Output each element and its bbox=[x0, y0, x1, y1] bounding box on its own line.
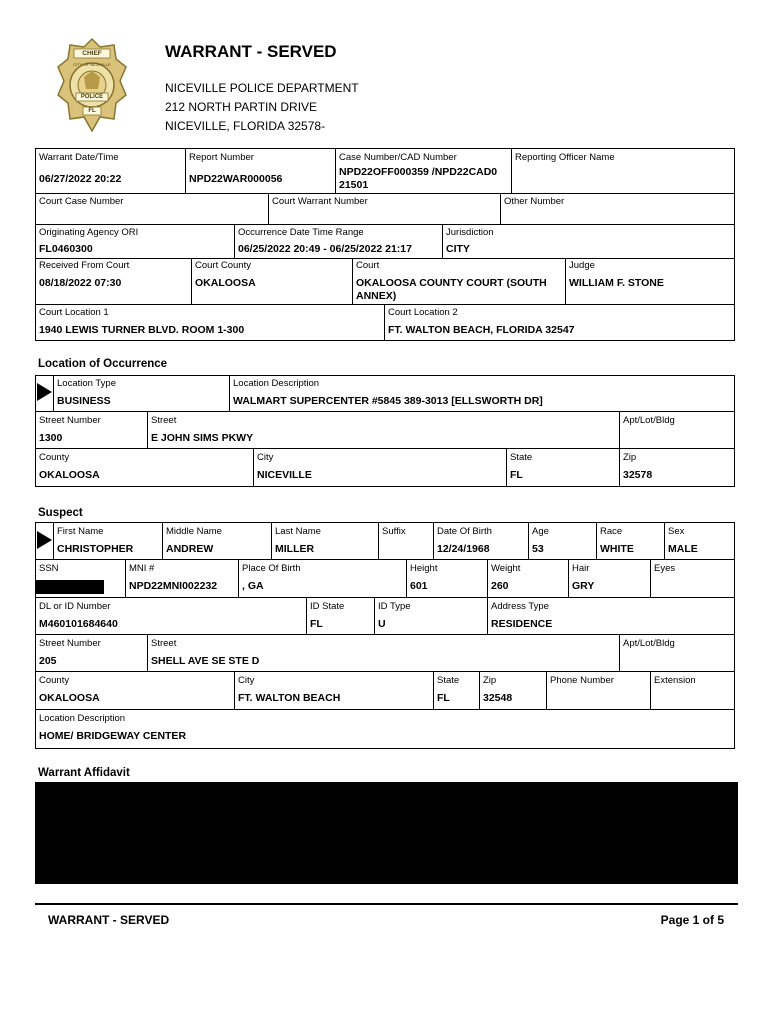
mni-value: NPD22MNI002232 bbox=[129, 580, 218, 592]
suffix-label: Suffix bbox=[382, 526, 406, 537]
divider bbox=[479, 671, 480, 709]
mni-label: MNI # bbox=[129, 563, 155, 574]
sus-street-number-label: Street Number bbox=[39, 638, 101, 649]
divider bbox=[506, 448, 507, 487]
case-number-value: NPD22OFF000359 /NPD22CAD0 21501 bbox=[339, 166, 498, 191]
race-value: WHITE bbox=[600, 543, 634, 555]
divider bbox=[53, 375, 54, 411]
dob-value: 12/24/1968 bbox=[437, 543, 490, 555]
divider bbox=[35, 411, 735, 412]
judge-label: Judge bbox=[569, 260, 595, 271]
divider bbox=[35, 193, 735, 194]
divider bbox=[352, 258, 353, 304]
divider bbox=[253, 448, 254, 487]
other-number-label: Other Number bbox=[504, 196, 565, 207]
last-name-value: MILLER bbox=[275, 543, 315, 555]
ssn-redaction bbox=[36, 580, 104, 594]
middle-name-value: ANDREW bbox=[166, 543, 214, 555]
court-location2-value: FT. WALTON BEACH, FLORIDA 32547 bbox=[388, 324, 575, 336]
sus-street-value: SHELL AVE SE STE D bbox=[151, 655, 260, 667]
sus-zip-value: 32548 bbox=[483, 692, 513, 704]
ssn-label: SSN bbox=[39, 563, 59, 574]
court-value: OKALOOSA COUNTY COURT (SOUTH ANNEX) bbox=[356, 277, 547, 302]
department-name: NICEVILLE POLICE DEPARTMENT bbox=[165, 81, 359, 95]
court-warrant-number-label: Court Warrant Number bbox=[272, 196, 368, 207]
footer-title: WARRANT - SERVED bbox=[48, 913, 170, 927]
divider bbox=[238, 559, 239, 597]
occ-street-number-value: 1300 bbox=[39, 432, 63, 444]
divider bbox=[268, 193, 269, 224]
sus-county-label: County bbox=[39, 675, 70, 686]
divider bbox=[191, 258, 192, 304]
police-badge-logo bbox=[56, 37, 128, 135]
badge-top-text: CHIEF bbox=[82, 50, 102, 57]
divider bbox=[35, 559, 735, 560]
dl-label: DL or ID Number bbox=[39, 601, 111, 612]
affidavit-redaction bbox=[35, 782, 738, 884]
occ-county-label: County bbox=[39, 452, 70, 463]
divider bbox=[374, 597, 375, 634]
occ-city-value: NICEVILLE bbox=[257, 469, 312, 481]
sus-state-label: State bbox=[437, 675, 460, 686]
received-from-court-value: 08/18/2022 07:30 bbox=[39, 277, 122, 289]
extension-label: Extension bbox=[654, 675, 696, 686]
divider bbox=[511, 148, 512, 193]
divider bbox=[229, 375, 230, 411]
occ-zip-value: 32578 bbox=[623, 469, 653, 481]
sus-state-value: FL bbox=[437, 692, 450, 704]
weight-label: Weight bbox=[491, 563, 521, 574]
divider bbox=[546, 671, 547, 709]
divider bbox=[384, 304, 385, 341]
divider bbox=[53, 522, 54, 559]
pob-label: Place Of Birth bbox=[242, 563, 301, 574]
divider bbox=[35, 224, 735, 225]
badge-bottom-text: FL bbox=[88, 108, 96, 114]
sex-value: MALE bbox=[668, 543, 698, 555]
document-title: WARRANT - SERVED bbox=[165, 42, 337, 61]
jurisdiction-label: Jurisdiction bbox=[446, 227, 494, 238]
location-type-label: Location Type bbox=[57, 378, 116, 389]
case-number-label: Case Number/CAD Number bbox=[339, 152, 457, 163]
reporting-officer-label: Reporting Officer Name bbox=[515, 152, 615, 163]
divider bbox=[650, 671, 651, 709]
sus-zip-label: Zip bbox=[483, 675, 497, 686]
age-label: Age bbox=[532, 526, 549, 537]
divider bbox=[162, 522, 163, 559]
location-description-label: Location Description bbox=[233, 378, 320, 389]
divider bbox=[619, 448, 620, 487]
sus-county-value: OKALOOSA bbox=[39, 692, 100, 704]
sus-street-label: Street bbox=[151, 638, 177, 649]
race-label: Race bbox=[600, 526, 623, 537]
divider bbox=[619, 411, 620, 448]
sus-location-description-label: Location Description bbox=[39, 713, 126, 724]
divider bbox=[35, 304, 735, 305]
divider bbox=[500, 193, 501, 224]
divider bbox=[528, 522, 529, 559]
divider bbox=[125, 559, 126, 597]
footer-rule bbox=[35, 903, 738, 905]
occ-street-number-label: Street Number bbox=[39, 415, 101, 426]
first-name-value: CHRISTOPHER bbox=[57, 543, 134, 555]
divider bbox=[35, 448, 735, 449]
page-number: Page 1 of 5 bbox=[660, 913, 724, 927]
hair-value: GRY bbox=[572, 580, 595, 592]
sus-city-value: FT. WALTON BEACH bbox=[238, 692, 341, 704]
address-type-label: Address Type bbox=[491, 601, 549, 612]
divider bbox=[487, 559, 488, 597]
report-number-value: NPD22WAR000056 bbox=[189, 173, 283, 185]
id-type-label: ID Type bbox=[378, 601, 411, 612]
divider bbox=[35, 258, 735, 259]
divider bbox=[487, 597, 488, 634]
divider bbox=[442, 224, 443, 258]
divider bbox=[406, 559, 407, 597]
occ-street-value: E JOHN SIMS PKWY bbox=[151, 432, 254, 444]
occurrence-range-value: 06/25/2022 20:49 - 06/25/2022 21:17 bbox=[238, 243, 412, 255]
sus-city-label: City bbox=[238, 675, 255, 686]
occurrence-section-title: Location of Occurrence bbox=[38, 358, 168, 370]
suspect-section-title: Suspect bbox=[38, 507, 83, 519]
divider bbox=[147, 411, 148, 448]
pob-value: , GA bbox=[242, 580, 264, 592]
jurisdiction-value: CITY bbox=[446, 243, 470, 255]
court-county-value: OKALOOSA bbox=[195, 277, 256, 289]
divider bbox=[234, 224, 235, 258]
address-type-value: RESIDENCE bbox=[491, 618, 553, 630]
weight-value: 260 bbox=[491, 580, 509, 592]
id-state-label: ID State bbox=[310, 601, 345, 612]
height-value: 601 bbox=[410, 580, 428, 592]
warrant-date-value: 06/27/2022 20:22 bbox=[39, 173, 122, 185]
hair-label: Hair bbox=[572, 563, 590, 574]
sus-street-number-value: 205 bbox=[39, 655, 57, 667]
occ-county-value: OKALOOSA bbox=[39, 469, 100, 481]
phone-label: Phone Number bbox=[550, 675, 614, 686]
occ-state-label: State bbox=[510, 452, 533, 463]
location-type-value: BUSINESS bbox=[57, 395, 111, 407]
divider bbox=[596, 522, 597, 559]
court-location1-value: 1940 LEWIS TURNER BLVD. ROOM 1-300 bbox=[39, 324, 245, 336]
divider bbox=[35, 634, 735, 635]
sex-label: Sex bbox=[668, 526, 685, 537]
originating-agency-label: Originating Agency ORI bbox=[39, 227, 139, 238]
divider bbox=[335, 148, 336, 193]
id-state-value: FL bbox=[310, 618, 323, 630]
suspect-box bbox=[35, 522, 735, 749]
first-name-label: First Name bbox=[57, 526, 104, 537]
occ-street-label: Street bbox=[151, 415, 177, 426]
divider bbox=[378, 522, 379, 559]
warrant-date-label: Warrant Date/Time bbox=[39, 152, 119, 163]
age-value: 53 bbox=[532, 543, 544, 555]
occ-apt-label: Apt/Lot/Bldg bbox=[623, 415, 675, 426]
divider bbox=[35, 597, 735, 598]
dl-value: M460101684640 bbox=[39, 618, 118, 630]
dob-label: Date Of Birth bbox=[437, 526, 492, 537]
location-description-value: WALMART SUPERCENTER #5845 389-3013 [ELLSWORTH DR] bbox=[233, 395, 543, 407]
badge-middle-text: POLICE bbox=[80, 94, 104, 100]
sus-location-description-value: HOME/ BRIDGEWAY CENTER bbox=[39, 730, 187, 742]
court-location1-label: Court Location 1 bbox=[39, 307, 109, 318]
judge-value: WILLIAM F. STONE bbox=[569, 277, 664, 289]
court-case-number-label: Court Case Number bbox=[39, 196, 124, 207]
department-address-line2: NICEVILLE, FLORIDA 32578- bbox=[165, 119, 326, 133]
divider bbox=[234, 671, 235, 709]
divider bbox=[35, 671, 735, 672]
occ-city-label: City bbox=[257, 452, 274, 463]
occ-zip-label: Zip bbox=[623, 452, 637, 463]
department-address-line1: 212 NORTH PARTIN DRIVE bbox=[165, 100, 318, 114]
affidavit-section-title: Warrant Affidavit bbox=[38, 767, 130, 779]
court-location2-label: Court Location 2 bbox=[388, 307, 458, 318]
divider bbox=[185, 148, 186, 193]
height-label: Height bbox=[410, 563, 438, 574]
divider bbox=[664, 522, 665, 559]
divider bbox=[35, 709, 735, 710]
occ-state-value: FL bbox=[510, 469, 523, 481]
divider bbox=[650, 559, 651, 597]
divider bbox=[568, 559, 569, 597]
divider bbox=[306, 597, 307, 634]
court-county-label: Court County bbox=[195, 260, 251, 271]
divider bbox=[433, 671, 434, 709]
last-name-label: Last Name bbox=[275, 526, 321, 537]
middle-name-label: Middle Name bbox=[166, 526, 222, 537]
received-from-court-label: Received From Court bbox=[39, 260, 130, 271]
originating-agency-value: FL0460300 bbox=[39, 243, 93, 255]
badge-ring-text: CITY OF NICEVILLE bbox=[73, 62, 111, 67]
eyes-label: Eyes bbox=[654, 563, 676, 574]
divider bbox=[271, 522, 272, 559]
id-type-value: U bbox=[378, 618, 386, 630]
sus-apt-label: Apt/Lot/Bldg bbox=[623, 638, 675, 649]
divider bbox=[565, 258, 566, 304]
court-label: Court bbox=[356, 260, 380, 271]
report-number-label: Report Number bbox=[189, 152, 254, 163]
occurrence-range-label: Occurrence Date Time Range bbox=[238, 227, 364, 238]
divider bbox=[619, 634, 620, 671]
divider bbox=[433, 522, 434, 559]
divider bbox=[147, 634, 148, 671]
